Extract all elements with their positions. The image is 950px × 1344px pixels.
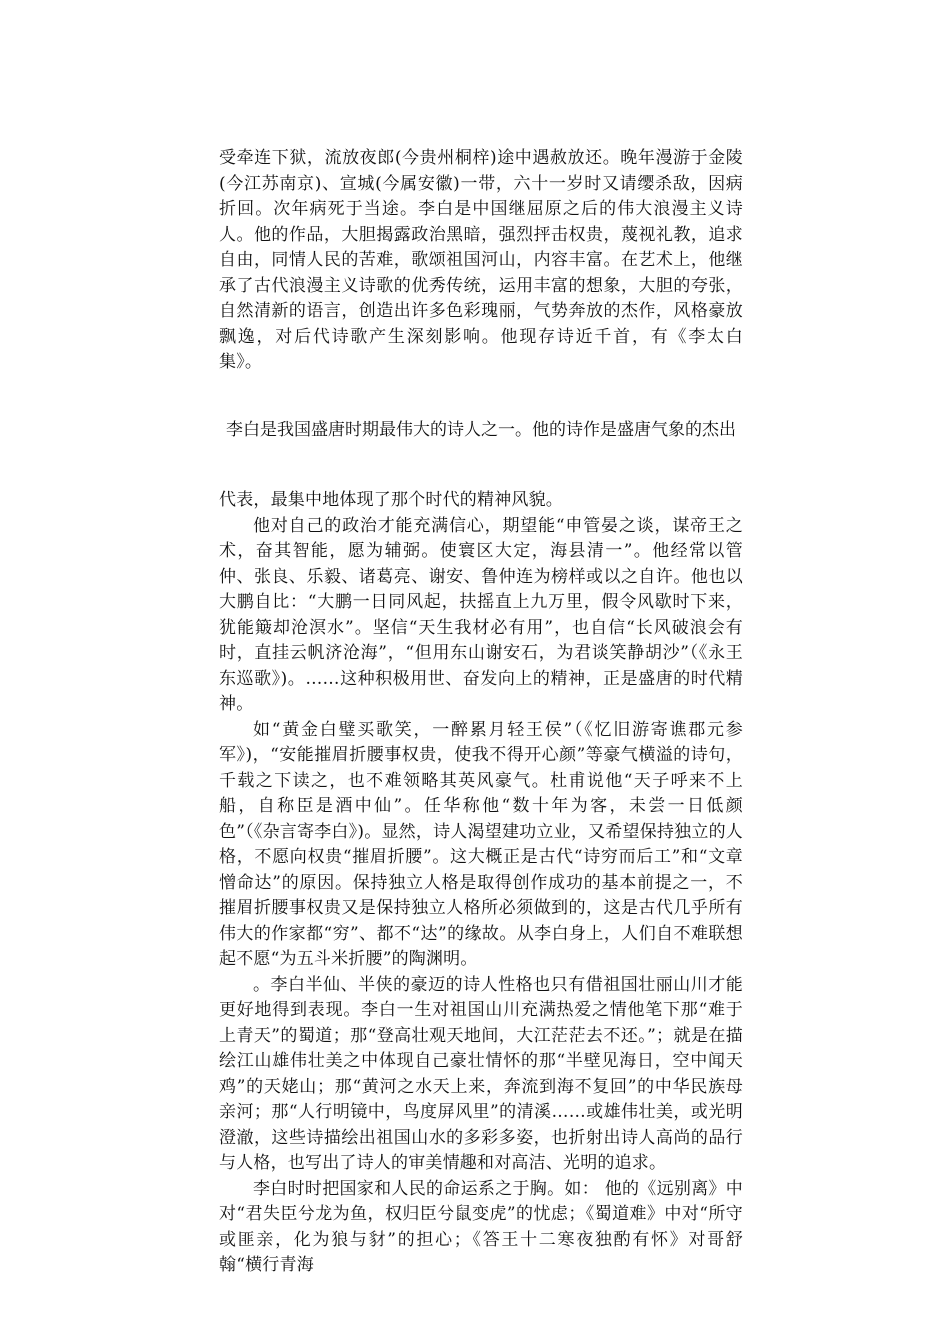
main-text-block (219, 488, 743, 1279)
intro-paragraph: 受牵连下狱，流放夜郎(今贵州桐梓)途中遇赦放还。晚年漫游于金陵(今江苏南京)、宣城(今属安徽)一带，六十一岁时又请缨杀敌，因病折回。次年病死于当途。李白是中国继屈原之后的伟大浪漫主义诗人。他的作品，大胆揭露政治黑暗，强烈抨击权贵，蔑视礼教，追求自由，同情人民的苦难，歌颂祖国河山，内容丰富。在艺术上，他继承了古代浪漫主义诗歌的优秀传统，运用丰富的想象，大胆的夸张，自然清新的语言，创造出许多色彩瑰丽，气势奔放的杰作，风格豪放飘逸，对后代诗歌产生深刻影响。他现存诗近千首，有《李太白集》。 (219, 148, 743, 372)
paragraph-political-ambition: 他对自己的政治才能充满信心，期望能“申管晏之谈，谋帝王之术，奋其智能，愿为辅弼。使寰区大定，海县清一”。他经常以管仲、张良、乐毅、诸葛亮、谢安、鲁仲连为榜样或以之自许。他也以大鹏自比：“大鹏一日同风起，扶摇直上九万里，假令风歇时下来，犹能簸却沧溟水”。坚信“天生我材必有用”，也自信“长风破浪会有时，直挂云帆济沧海”，“但用东山谢安石，为君谈笑静胡沙”（《永王东巡歌》)。……这种积极用世、奋发向上的精神，正是盛唐的时代精神。 (219, 515, 743, 714)
intro-text-block (219, 146, 743, 376)
centered-heading: 李白是我国盛唐时期最伟大的诗人之一。他的诗作是盛唐气象的杰出 (226, 420, 736, 440)
paragraph-nation-concern: 李白时时把国家和人民的命运系之于胸。如： 他的《远别离》中对“君失臣兮龙为鱼，权归臣兮鼠变虎”的忧虑；《蜀道难》中对“所守或匪亲，化为狼与豺”的担心；《答王十二寒夜独酌有怀》对哥舒翰“横行青海 (219, 1178, 743, 1275)
continuation-line: 代表，最集中地体现了那个时代的精神风貌。 (219, 490, 563, 510)
paragraph-landscape: 。李白半仙、半侠的豪迈的诗人性格也只有借祖国壮丽山川才能更好地得到表现。李白一生对祖国山川充满热爱之情他笔下那“难于上青天”的蜀道；那“登高壮观天地间，大江茫茫去不还。”；就是在描绘江山雄伟壮美之中体现自己豪壮情怀的那“半壁见海日，空中闻天鸡”的天姥山；那“黄河之水天上来，奔流到海不复回”的中华民族母亲河；那“人行明镜中，鸟度屏风里”的清溪……或雄伟壮美，或光明澄澈，这些诗描绘出祖国山水的多彩多姿，也折射出诗人高尚的品行与人格，也写出了诗人的审美情趣和对高洁、光明的追求。 (219, 974, 743, 1173)
paragraph-independent-character: 如“黄金白璧买歌笑，一醉累月轻王侯”（《忆旧游寄谯郡元参军》)，“安能摧眉折腰事权贵，使我不得开心颜”等豪气横溢的诗句，千载之下读之，也不难领略其英风豪气。杜甫说他“天子呼来不上船，自称臣是酒中仙”。任华称他“数十年为客，未尝一日低颜色”（《杂言寄李白》)。显然，诗人渴望建功立业，又希望保持独立的人格，不愿向权贵“摧眉折腰”。这大概正是古代“诗穷而后工”和“文章憎命达”的原因。保持独立人格是取得创作成功的基本前提之一，不摧眉折腰事权贵又是保持独立人格所必须做到的，这是古代几乎所有伟大的作家都“穷”、都不“达”的缘故。从李白身上，人们自不难联想起不愿“为五斗米折腰”的陶渊明。 (219, 719, 743, 969)
